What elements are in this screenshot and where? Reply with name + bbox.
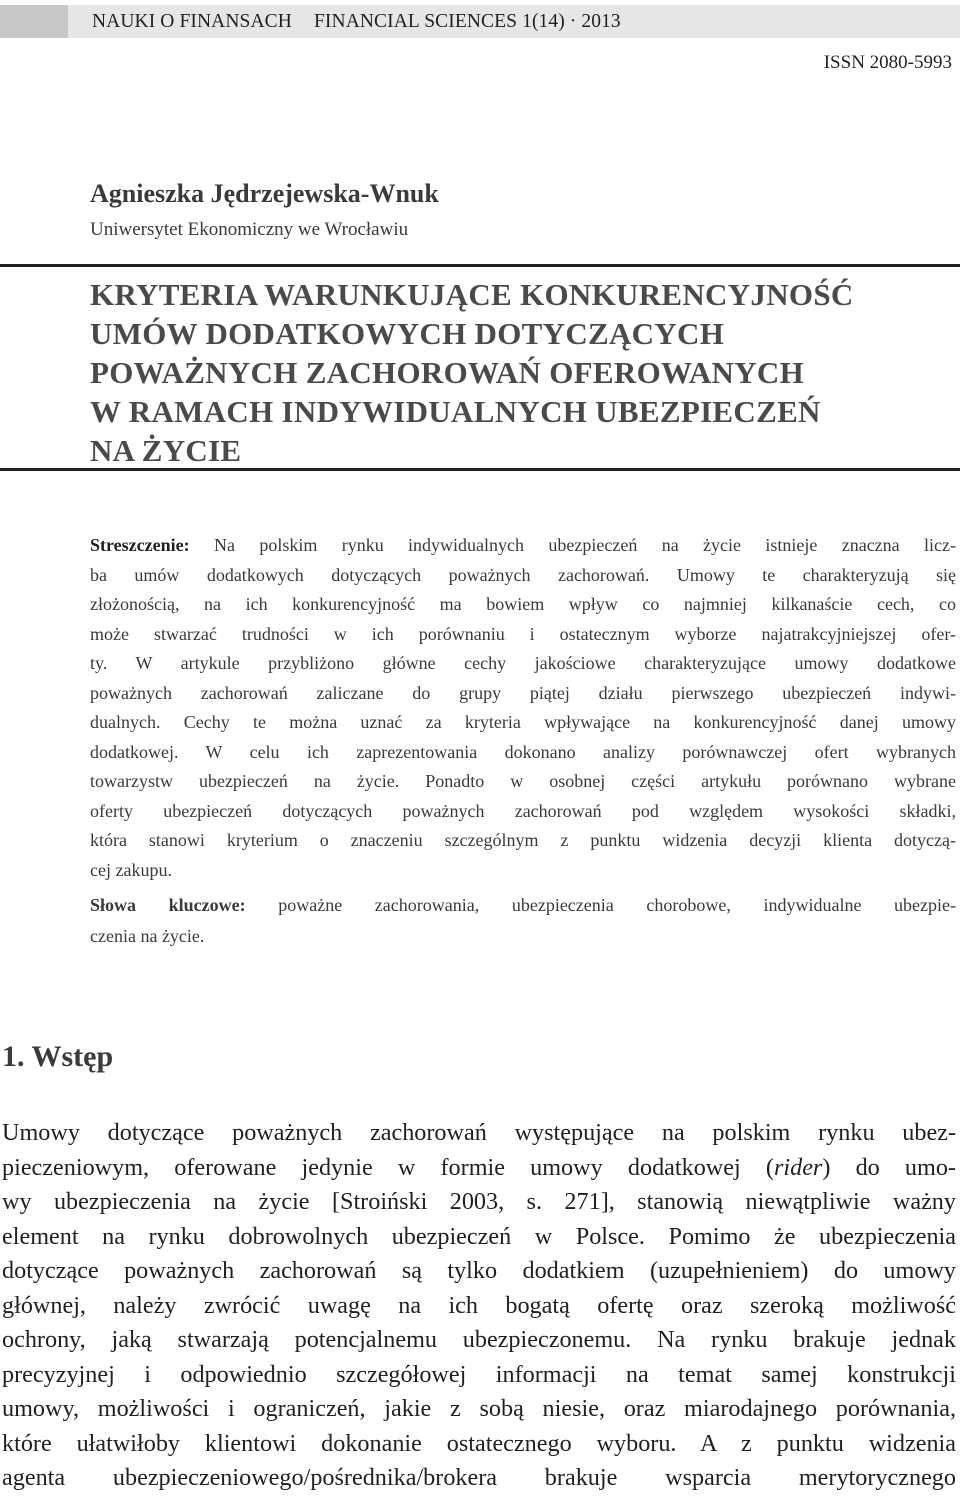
body-line: ochrony, jaką stwarzają potencjalnemu ubezpieczonemu. Na rynku brakuje jednak	[2, 1326, 956, 1353]
abstract-line: oferty ubezpieczeń dotyczących poważnych zachorowań pod względem wysokości składki,	[90, 800, 956, 821]
abstract-line: złożonością, na ich konkurencyjność ma bowiem wpływ co najmniej kilkanaście cech, co	[90, 594, 956, 614]
title-rule-bottom	[0, 468, 960, 471]
body-line: agenta ubezpieczeniowego/pośrednika/brokera brakuje wsparcia merytorycznego	[2, 1464, 956, 1491]
journal-issue: 1(14) · 2013	[522, 11, 621, 32]
body-line: precyzyjnej i odpowiednio szczegółowej informacji na temat samej konstrukcji	[2, 1360, 956, 1388]
body-line: które ułatwiłoby klientowi dokonanie ostatecznego wyboru. A z punktu widzenia	[2, 1429, 956, 1457]
keywords-label: Słowa kluczowe:	[90, 895, 246, 915]
abstract-line	[90, 531, 956, 561]
keywords-line: czenia na życie.	[90, 926, 205, 946]
abstract-line: ba umów dodatkowych dotyczących poważnych zachorowań. Umowy te charakteryzują się	[90, 564, 956, 585]
abstract-line: ty. W artykule przybliżono główne cechy jakościowe charakteryzujące umowy dodatkowe	[90, 653, 956, 673]
title-rule-top	[0, 264, 960, 267]
abstract-line: cej zakupu.	[90, 859, 172, 880]
header-accent-block	[0, 5, 68, 38]
issn-number: ISSN 2080-5993	[823, 52, 952, 73]
journal-name-pl: NAUKI O FINANSACH	[92, 11, 292, 32]
abstract-line: towarzystw ubezpieczeń na życie. Ponadto w osobnej części artykułu porównano wybrane	[90, 771, 956, 791]
title-line: NA ŻYCIE	[90, 433, 242, 468]
journal-header	[92, 5, 621, 38]
section-body	[2, 1116, 956, 1496]
section-heading: 1. Wstęp	[2, 1040, 114, 1073]
title-line: KRYTERIA WARUNKUJĄCE KONKURENCYJNOŚĆ	[90, 277, 854, 312]
body-line: element na rynku dobrowolnych ubezpieczeń w Polsce. Pomimo że ubezpieczenia	[2, 1222, 956, 1250]
body-line: głównej, należy zwrócić uwagę na ich bogatą ofertę oraz szeroką możliwość	[2, 1291, 956, 1319]
abstract-line: dualnych. Cechy te można uznać za kryteria wpływające na konkurencyjność danej umowy	[90, 712, 956, 732]
keywords-line	[90, 890, 956, 921]
body-text-fragment: ) do umo-	[822, 1153, 956, 1181]
author-affiliation: Uniwersytet Ekonomiczny we Wrocławiu	[90, 219, 409, 240]
title-line: W RAMACH INDYWIDUALNYCH UBEZPIECZEŃ	[90, 394, 821, 429]
abstract-line: poważnych zachorowań zaliczane do grupy piątej działu pierwszego ubezpieczeń indywi-	[90, 682, 956, 703]
abstract-text: Na polskim rynku indywidualnych ubezpieczeń na życie istnieje znaczna licz-	[189, 535, 956, 555]
article-title	[90, 275, 950, 470]
abstract-line: która stanowi kryterium o znaczeniu szczególnym z punktu widzenia decyzji klienta dotyczą-	[90, 830, 956, 850]
title-line: UMÓW DODATKOWYCH DOTYCZĄCYCH	[90, 316, 725, 351]
title-line: POWAŻNYCH ZACHOROWAŃ OFEROWANYCH	[90, 355, 805, 390]
keywords-text: poważne zachorowania, ubezpieczenia chorobowe, indywidualne ubezpie-	[245, 895, 957, 915]
body-line: umowy, możliwości i ograniczeń, jakie z sobą niesie, oraz miarodajnego porównania,	[2, 1395, 956, 1422]
author-name: Agnieszka Jędrzejewska-Wnuk	[90, 179, 439, 208]
abstract-line: dodatkowej. W celu ich zaprezentowania dokonano analizy porównawczej ofert wybranych	[90, 741, 956, 762]
journal-name-en: FINANCIAL SCIENCES	[313, 11, 518, 32]
abstract-label: Streszczenie:	[90, 535, 190, 555]
body-line: Umowy dotyczące poważnych zachorowań występujące na polskim rynku ubez-	[2, 1119, 956, 1146]
body-line	[2, 1151, 956, 1186]
abstract	[90, 531, 956, 885]
body-line: wy ubezpieczenia na życie [Stroiński 2003, s. 271], stanowią niewątpliwie ważny	[2, 1188, 956, 1215]
keywords	[90, 890, 956, 952]
body-line: dotyczące poważnych zachorowań są tylko dodatkiem (uzupełnieniem) do umowy	[2, 1257, 956, 1284]
body-text-fragment: pieczeniowym, oferowane jedynie w formie umowy dodatkowej (	[2, 1153, 774, 1181]
body-italic-term: rider	[773, 1153, 823, 1181]
abstract-line: może stwarzać trudności w ich porównaniu i ostatecznym wyborze najatrakcyjniejszej ofer-	[90, 623, 956, 644]
